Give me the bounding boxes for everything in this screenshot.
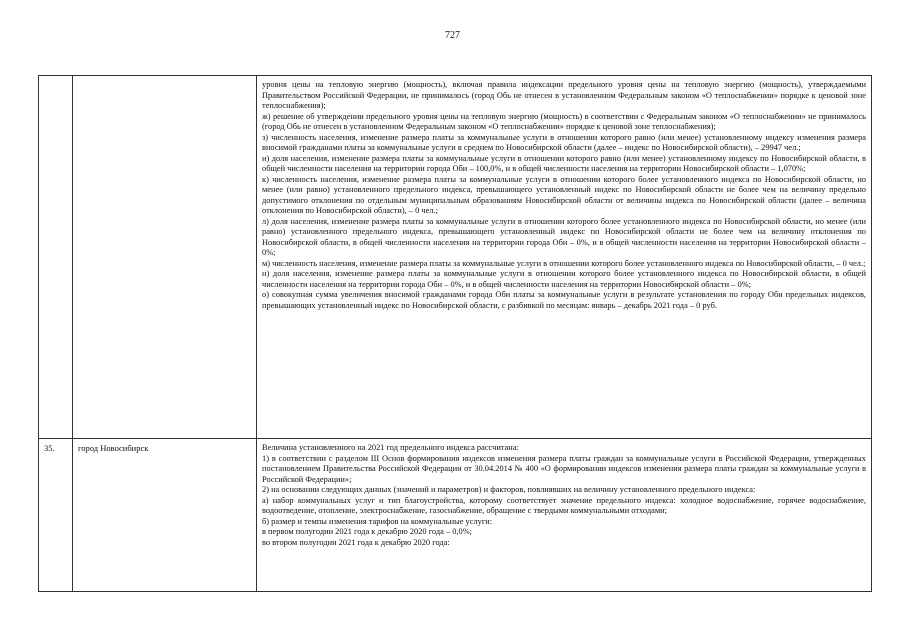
municipality-cell (73, 439, 257, 592)
paragraph: б) размер и темпы изменения тарифов на коммунальные услуги: (262, 516, 493, 526)
row-number-cell (39, 76, 73, 439)
description-cell (257, 76, 872, 439)
paragraph: уровня цены на тепловую энергию (мощность), включая правила индексации предельного уровня цены на тепловую энергию (мощность), утверждаемыми Правительством Российской Федерации, не принималось (город Обь не отнесен в установленном Федеральным законом «О теплоснабжении» порядке к ценовой зоне теплоснабжения); (262, 80, 866, 110)
paragraph: 2) на основании следующих данных (значений и параметров) и факторов, повлиявших на величину установленного предельного индекса: (262, 485, 756, 494)
page-number: 727 (445, 30, 460, 41)
paragraph: в первом полугодии 2021 года к декабрю 2020 года – 0,0%; (262, 527, 472, 536)
row-number: 35. (44, 443, 55, 453)
municipality-name (73, 76, 256, 80)
table-row (39, 439, 872, 592)
municipality-name: город Новосибирск (78, 443, 149, 453)
paragraph: з) численность населения, изменение размера платы за коммунальные услуги в отношении которого равно (или менее) установленному индексу изменения размера вносимой гражданами платы за коммунальные услуги в среднем по Новосибирской области (далее – индекс по Новосибирской области), – 29947 чел.; (262, 132, 866, 152)
row-number-cell (39, 439, 73, 592)
paragraph: и) доля населения, изменение размера платы за коммунальные услуги в отношении которого равно (или менее) установленному индексу по Новосибирской области, в общей численности населения на территории города Оби – 100,0%, и в общей численности населения на территории Новосибирской области – 1,070%; (262, 153, 866, 173)
table-row (39, 76, 872, 439)
paragraph: о) совокупная сумма увеличения вносимой гражданами города Оби платы за коммунальные услуги в результате установления по городу Оби предельных индексов, превышающих установленный индекс по Новосибирской области, с разбивкой по месяцам: январь – декабрь 2021 года – 0 руб. (262, 290, 866, 310)
paragraph: н) доля населения, изменение размера платы за коммунальные услуги в отношении которого более установленного индекса по Новосибирской области, в общей численности населения на территории города Оби – 0%, и в общей численности населения на территории Новосибирской области – 0%; (262, 269, 866, 289)
paragraph: а) набор коммунальных услуг и тип благоустройства, которому соответствует значение предельного индекса: холодное водоснабжение, горячее водоснабжение, водоотведение, отопление, электроснабжение, газоснабжение, обращение с твердыми коммунальными отходами; (262, 495, 866, 515)
paragraph: во втором полугодии 2021 года к декабрю 2020 года: (262, 537, 450, 547)
paragraph: Величина установленного на 2021 год предельного индекса рассчитана: (262, 443, 519, 452)
municipality-cell (73, 76, 257, 439)
document-table (38, 75, 872, 592)
row-number (39, 76, 72, 80)
paragraph: м) численность населения, изменение размера платы за коммунальные услуги в отношении которого более установленного индекса по Новосибирской области, – 0 чел.; (262, 258, 866, 268)
paragraph: ж) решение об утверждении предельного уровня цены на тепловую энергию (мощность) в соответствии с Федеральным законом «О теплоснабжении» не принималось (город Обь не отнесен в установленном Федеральным законом «О теплоснабжении» порядке к ценовой зоне теплоснабжения); (262, 111, 866, 131)
paragraph: л) доля населения, изменение размера платы за коммунальные услуги в отношении которого более установленного индекса по Новосибирской области, но менее (или равно) установленного предельного индекса, превышающего установленный индекс по Новосибирской области не более чем на величину отклонения по Новосибирской области, в общей численности населения на территории города Оби – 0%, и в общей численности населения на территории Новосибирской области – 0%; (262, 216, 866, 257)
paragraph: к) численность населения, изменение размера платы за коммунальные услуги в отношении которого более установленного индекса по Новосибирской области, но менее (или равно) установленного предельного индекса, превышающего установленный индекс по Новосибирской области не более чем на величину предельно допустимого отклонения по отдельным муниципальным образованиям Новосибирской области от величины индекса по Новосибирской области (далее – величина отклонения по Новосибирской области), – 0 чел.; (262, 174, 866, 215)
paragraph: 1) в соответствии с разделом III Основ формирования индексов изменения размера платы граждан за коммунальные услуги в Российской Федерации, утвержденных постановлением Правительства Российской Федерации от 30.04.2014 № 400 «О формировании индексов изменения размера платы граждан за коммунальные услуги в Российской Федерации»; (262, 453, 866, 484)
description-cell (257, 439, 872, 592)
